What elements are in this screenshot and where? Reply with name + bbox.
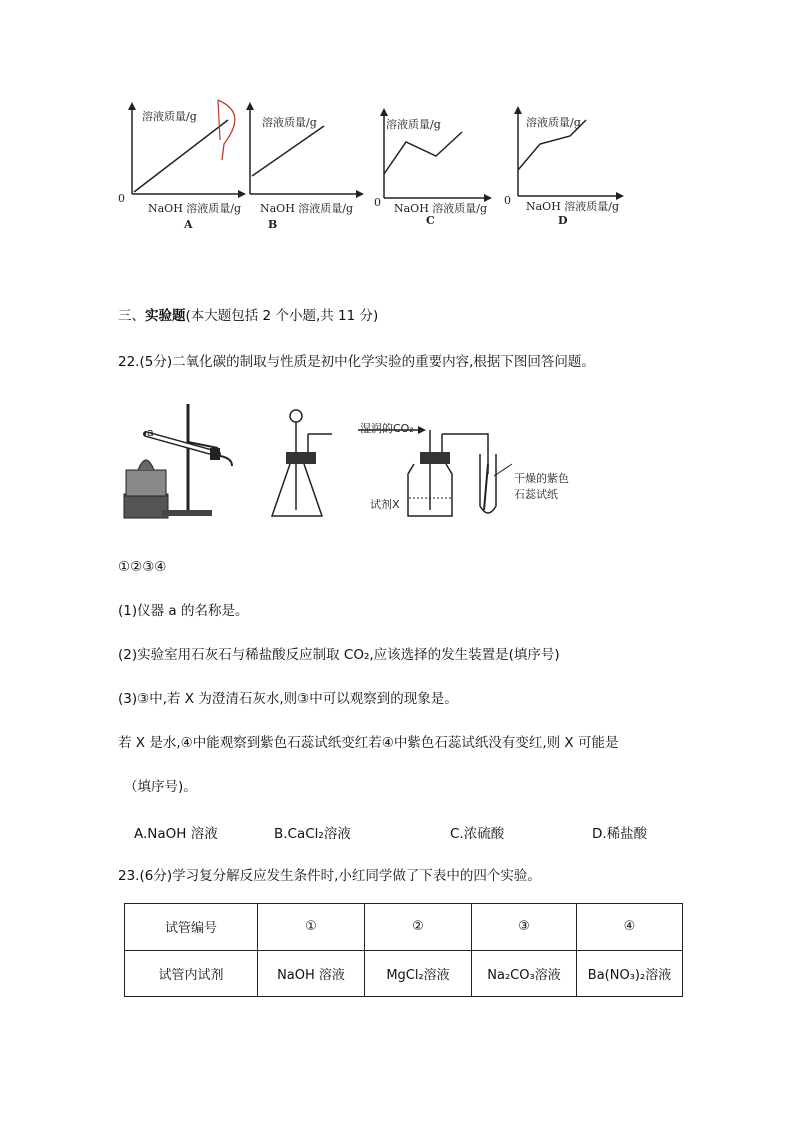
graph-a-line bbox=[134, 120, 228, 192]
graph-c-letter: C bbox=[426, 214, 435, 227]
option-b: B.CaCl₂溶液 bbox=[274, 826, 351, 842]
graph-c bbox=[370, 100, 500, 227]
graph-d-xlabel: NaOH 溶液质量/g bbox=[526, 200, 620, 213]
table-cell-reagent-4: Ba(NO₃)₂溶液 bbox=[577, 950, 683, 997]
q22-stem: 22.(5分)二氧化碳的制取与性质是初中化学实验的重要内容,根据下图回答问题。 bbox=[118, 354, 595, 370]
pen-mark bbox=[218, 100, 235, 160]
apparatus-numbers: ①②③④ bbox=[118, 559, 167, 575]
q23-stem: 23.(6分)学习复分解反应发生条件时,小红同学做了下表中的四个实验。 bbox=[118, 868, 541, 884]
label-gas: 湿润的CO₂ bbox=[360, 422, 414, 435]
table-row bbox=[125, 950, 683, 997]
label-paper-1: 干燥的紫色 bbox=[514, 472, 569, 485]
section-title: 实验题 bbox=[145, 308, 186, 324]
q22-part1: (1)仪器 a 的名称是。 bbox=[118, 603, 249, 619]
graph-b-ylabel: 溶液质量/g bbox=[262, 116, 317, 129]
table-cell-reagent-2: MgCl₂溶液 bbox=[365, 950, 472, 997]
table-header-reagent: 试管内试剂 bbox=[125, 950, 258, 997]
table-cell-tube-2: ② bbox=[365, 904, 472, 951]
graph-d-origin: 0 bbox=[504, 194, 511, 207]
graph-b bbox=[240, 100, 370, 231]
q22-part3: (3)③中,若 X 为澄清石灰水,则③中可以观察到的现象是。 bbox=[118, 691, 458, 707]
label-reagent: 试剂X bbox=[370, 498, 400, 511]
q22-part2: (2)实验室用石灰石与稀盐酸反应制取 CO₂,应该选择的发生装置是(填序号) bbox=[118, 647, 560, 663]
table-cell-reagent-3: Na₂CO₃溶液 bbox=[472, 950, 577, 997]
graph-b-letter: B bbox=[268, 218, 278, 231]
table-cell-tube-1: ① bbox=[258, 904, 365, 951]
graph-a-letter: A bbox=[184, 218, 193, 231]
q22-part5: （填序号)。 bbox=[124, 779, 197, 795]
apparatus-2 bbox=[272, 410, 332, 516]
apparatus-1 bbox=[124, 404, 232, 518]
table-cell-reagent-1: NaOH 溶液 bbox=[258, 950, 365, 997]
section-note: (本大题包括 2 个小题,共 11 分) bbox=[185, 308, 379, 324]
graph-d bbox=[500, 100, 630, 227]
graph-d-ylabel: 溶液质量/g bbox=[526, 116, 581, 129]
graph-b-line bbox=[252, 126, 324, 176]
apparatus-figure bbox=[118, 394, 598, 526]
option-a: A.NaOH 溶液 bbox=[134, 826, 218, 842]
graph-b-xlabel: NaOH 溶液质量/g bbox=[260, 202, 354, 215]
graph-d-letter: D bbox=[558, 214, 568, 227]
graph-c-axes bbox=[370, 100, 500, 200]
section-number: 三、 bbox=[118, 308, 145, 324]
graph-a-origin: 0 bbox=[118, 192, 125, 205]
table-cell-tube-3: ③ bbox=[472, 904, 577, 951]
table-header-tube: 试管编号 bbox=[125, 904, 258, 951]
option-d: D.稀盐酸 bbox=[592, 826, 648, 842]
apparatus-4 bbox=[480, 454, 512, 513]
table-cell-tube-4: ④ bbox=[577, 904, 683, 951]
q22-part4: 若 X 是水,④中能观察到紫色石蕊试纸变红若④中紫色石蕊试纸没有变红,则 X 可能是 bbox=[118, 735, 619, 751]
option-c: C.浓硫酸 bbox=[450, 826, 505, 842]
label-a: a bbox=[147, 426, 154, 439]
graph-c-ylabel: 溶液质量/g bbox=[386, 118, 441, 131]
graph-c-line bbox=[384, 132, 462, 174]
label-paper-2: 石蕊试纸 bbox=[514, 488, 558, 501]
graph-c-xlabel: NaOH 溶液质量/g bbox=[394, 202, 488, 215]
graph-a-xlabel: NaOH 溶液质量/g bbox=[148, 202, 242, 215]
graph-a bbox=[118, 100, 248, 231]
table-row bbox=[125, 904, 683, 951]
graph-c-origin: 0 bbox=[374, 196, 381, 209]
section-heading bbox=[118, 307, 378, 325]
graph-a-ylabel: 溶液质量/g bbox=[142, 110, 197, 123]
experiment-table bbox=[124, 903, 683, 997]
